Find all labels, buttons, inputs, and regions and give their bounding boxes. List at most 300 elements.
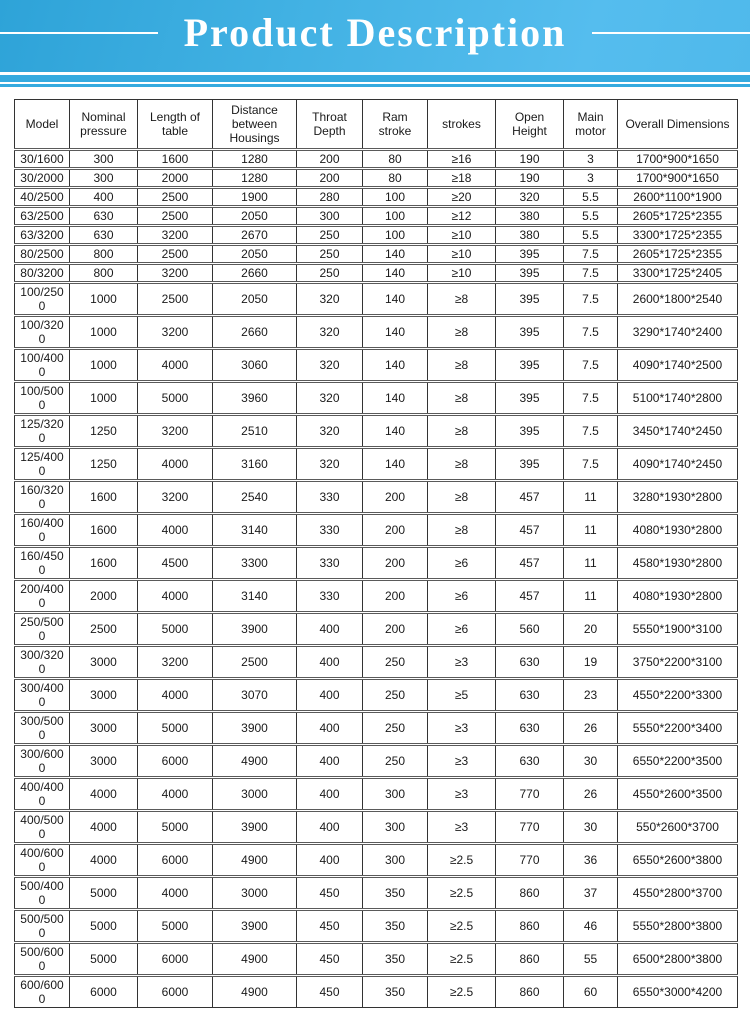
spec-cell: 140 — [363, 382, 428, 415]
column-header: Model — [15, 100, 70, 150]
spec-cell: 3280*1930*2800 — [618, 481, 738, 514]
model-cell: 500/5000 — [15, 910, 70, 943]
spec-cell: ≥8 — [428, 415, 496, 448]
spec-cell: 630 — [496, 712, 564, 745]
spec-cell: ≥2.5 — [428, 943, 496, 976]
model-cell: 125/4000 — [15, 448, 70, 481]
spec-cell: 860 — [496, 976, 564, 1008]
spec-cell: 11 — [564, 580, 618, 613]
spec-cell: ≥2.5 — [428, 976, 496, 1008]
spec-cell: 457 — [496, 547, 564, 580]
spec-cell: ≥8 — [428, 283, 496, 316]
spec-cell: 1600 — [70, 547, 138, 580]
divider-stripe-thick — [0, 75, 750, 82]
model-cell: 80/3200 — [15, 264, 70, 283]
table-row — [15, 283, 738, 316]
spec-cell: 320 — [297, 283, 363, 316]
spec-cell: 2540 — [213, 481, 297, 514]
spec-cell: 280 — [297, 188, 363, 207]
spec-cell: 55 — [564, 943, 618, 976]
column-header: Length of table — [138, 100, 213, 150]
spec-cell: 26 — [564, 712, 618, 745]
spec-cell: ≥6 — [428, 547, 496, 580]
product-spec-table — [14, 99, 738, 1008]
spec-cell: 350 — [363, 910, 428, 943]
spec-cell: 200 — [363, 481, 428, 514]
table-row — [15, 207, 738, 226]
table-row — [15, 910, 738, 943]
column-header: Nominal pressure — [70, 100, 138, 150]
spec-cell: 400 — [70, 188, 138, 207]
spec-cell: 3900 — [213, 613, 297, 646]
table-row — [15, 349, 738, 382]
spec-cell: 3200 — [138, 415, 213, 448]
spec-cell: 250 — [297, 264, 363, 283]
spec-cell: 4900 — [213, 943, 297, 976]
model-cell: 125/3200 — [15, 415, 70, 448]
spec-cell: 200 — [297, 150, 363, 169]
table-row — [15, 245, 738, 264]
spec-cell: ≥5 — [428, 679, 496, 712]
spec-cell: ≥2.5 — [428, 910, 496, 943]
table-row — [15, 679, 738, 712]
spec-cell: 860 — [496, 910, 564, 943]
model-cell: 63/2500 — [15, 207, 70, 226]
spec-cell: 3200 — [138, 264, 213, 283]
spec-cell: 4000 — [70, 811, 138, 844]
spec-cell: 1280 — [213, 150, 297, 169]
spec-cell: 2500 — [213, 646, 297, 679]
model-cell: 200/4000 — [15, 580, 70, 613]
spec-cell: 320 — [297, 382, 363, 415]
spec-cell: 4550*2800*3700 — [618, 877, 738, 910]
spec-cell: 350 — [363, 877, 428, 910]
spec-cell: 1900 — [213, 188, 297, 207]
spec-cell: 3000 — [70, 646, 138, 679]
table-header-row — [15, 100, 738, 150]
spec-cell: 250 — [363, 679, 428, 712]
table-row — [15, 646, 738, 679]
spec-cell: 3300 — [213, 547, 297, 580]
spec-cell: 3070 — [213, 679, 297, 712]
spec-cell: 2000 — [70, 580, 138, 613]
spec-cell: 3200 — [138, 316, 213, 349]
spec-cell: 80 — [363, 169, 428, 188]
model-cell: 160/4000 — [15, 514, 70, 547]
spec-cell: 3000 — [213, 778, 297, 811]
spec-cell: 7.5 — [564, 245, 618, 264]
spec-cell: 140 — [363, 448, 428, 481]
model-cell: 500/4000 — [15, 877, 70, 910]
spec-cell: 1000 — [70, 382, 138, 415]
spec-cell: 140 — [363, 316, 428, 349]
table-row — [15, 745, 738, 778]
spec-cell: 190 — [496, 169, 564, 188]
spec-cell: 1250 — [70, 448, 138, 481]
spec-cell: 5.5 — [564, 226, 618, 245]
table-row — [15, 778, 738, 811]
spec-cell: 4000 — [70, 844, 138, 877]
column-header: Overall Dimensions — [618, 100, 738, 150]
spec-cell: 457 — [496, 580, 564, 613]
spec-cell: 5550*2200*3400 — [618, 712, 738, 745]
spec-cell: 100 — [363, 188, 428, 207]
spec-cell: 6000 — [138, 844, 213, 877]
spec-cell: 350 — [363, 976, 428, 1008]
spec-cell: 1700*900*1650 — [618, 150, 738, 169]
spec-cell: 3200 — [138, 226, 213, 245]
spec-cell: 330 — [297, 580, 363, 613]
spec-cell: 2600*1800*2540 — [618, 283, 738, 316]
banner-left-rule — [0, 32, 158, 34]
spec-cell: 300 — [363, 844, 428, 877]
spec-cell: 395 — [496, 283, 564, 316]
spec-cell: 4000 — [138, 877, 213, 910]
spec-cell: 30 — [564, 811, 618, 844]
spec-cell: 6000 — [138, 745, 213, 778]
spec-cell: 330 — [297, 547, 363, 580]
spec-cell: 11 — [564, 481, 618, 514]
spec-cell: 3000 — [70, 745, 138, 778]
spec-cell: 395 — [496, 382, 564, 415]
spec-cell: 100 — [363, 226, 428, 245]
spec-cell: 450 — [297, 943, 363, 976]
spec-cell: 330 — [297, 514, 363, 547]
spec-cell: 3160 — [213, 448, 297, 481]
spec-cell: 23 — [564, 679, 618, 712]
spec-cell: 4000 — [138, 580, 213, 613]
spec-cell: 3140 — [213, 514, 297, 547]
spec-cell: 300 — [297, 207, 363, 226]
spec-cell: 19 — [564, 646, 618, 679]
spec-cell: 320 — [297, 316, 363, 349]
spec-cell: 3750*2200*3100 — [618, 646, 738, 679]
spec-cell: ≥8 — [428, 382, 496, 415]
table-row — [15, 415, 738, 448]
spec-cell: 3300*1725*2355 — [618, 226, 738, 245]
spec-cell: 860 — [496, 943, 564, 976]
spec-cell: 3140 — [213, 580, 297, 613]
spec-cell: 5000 — [138, 382, 213, 415]
spec-cell: 4000 — [138, 679, 213, 712]
spec-cell: 2500 — [70, 613, 138, 646]
spec-cell: 320 — [297, 448, 363, 481]
spec-cell: 4550*2200*3300 — [618, 679, 738, 712]
spec-cell: ≥16 — [428, 150, 496, 169]
model-cell: 100/4000 — [15, 349, 70, 382]
spec-cell: ≥8 — [428, 514, 496, 547]
spec-cell: 630 — [70, 226, 138, 245]
model-cell: 400/4000 — [15, 778, 70, 811]
model-cell: 400/6000 — [15, 844, 70, 877]
spec-cell: 4000 — [138, 514, 213, 547]
model-cell: 250/5000 — [15, 613, 70, 646]
table-row — [15, 877, 738, 910]
spec-cell: 4500 — [138, 547, 213, 580]
spec-cell: ≥8 — [428, 481, 496, 514]
model-cell: 160/4500 — [15, 547, 70, 580]
spec-cell: ≥3 — [428, 712, 496, 745]
table-row — [15, 150, 738, 169]
spec-cell: 6000 — [138, 976, 213, 1008]
spec-cell: 395 — [496, 448, 564, 481]
spec-cell: 4080*1930*2800 — [618, 514, 738, 547]
column-header: Main motor — [564, 100, 618, 150]
table-row — [15, 188, 738, 207]
spec-cell: 350 — [363, 943, 428, 976]
spec-cell: 630 — [70, 207, 138, 226]
model-cell: 300/6000 — [15, 745, 70, 778]
table-row — [15, 226, 738, 245]
model-cell: 30/1600 — [15, 150, 70, 169]
spec-cell: 3000 — [70, 712, 138, 745]
spec-cell: 400 — [297, 613, 363, 646]
spec-cell: 36 — [564, 844, 618, 877]
spec-cell: 20 — [564, 613, 618, 646]
column-header: Open Height — [496, 100, 564, 150]
spec-cell: ≥20 — [428, 188, 496, 207]
model-cell: 100/2500 — [15, 283, 70, 316]
spec-cell: ≥10 — [428, 264, 496, 283]
spec-cell: 450 — [297, 976, 363, 1008]
spec-cell: 4580*1930*2800 — [618, 547, 738, 580]
spec-cell: 400 — [297, 646, 363, 679]
spec-cell: 4900 — [213, 844, 297, 877]
spec-cell: 6000 — [138, 943, 213, 976]
spec-cell: 7.5 — [564, 316, 618, 349]
spec-cell: 5.5 — [564, 207, 618, 226]
spec-cell: 3290*1740*2400 — [618, 316, 738, 349]
spec-cell: 300 — [70, 150, 138, 169]
spec-cell: 2660 — [213, 316, 297, 349]
banner-right-rule — [592, 32, 750, 34]
spec-cell: ≥12 — [428, 207, 496, 226]
page-title: Product Description — [183, 10, 567, 55]
spec-cell: 3300*1725*2405 — [618, 264, 738, 283]
spec-cell: 250 — [363, 646, 428, 679]
spec-cell: 250 — [297, 226, 363, 245]
spec-cell: 560 — [496, 613, 564, 646]
spec-cell: 7.5 — [564, 415, 618, 448]
spec-cell: ≥3 — [428, 646, 496, 679]
model-cell: 600/6000 — [15, 976, 70, 1008]
table-row — [15, 316, 738, 349]
spec-cell: 100 — [363, 207, 428, 226]
spec-cell: 3900 — [213, 811, 297, 844]
spec-cell: 2500 — [138, 207, 213, 226]
spec-cell: 3200 — [138, 646, 213, 679]
spec-cell: 3900 — [213, 910, 297, 943]
spec-cell: 3960 — [213, 382, 297, 415]
spec-cell: 860 — [496, 877, 564, 910]
spec-cell: ≥10 — [428, 226, 496, 245]
spec-cell: 250 — [297, 245, 363, 264]
spec-cell: 7.5 — [564, 283, 618, 316]
spec-cell: 46 — [564, 910, 618, 943]
spec-cell: 250 — [363, 745, 428, 778]
spec-cell: 550*2600*3700 — [618, 811, 738, 844]
spec-cell: 450 — [297, 877, 363, 910]
banner — [0, 0, 750, 72]
spec-cell: 630 — [496, 646, 564, 679]
model-cell: 160/3200 — [15, 481, 70, 514]
spec-cell: 380 — [496, 226, 564, 245]
spec-cell: 630 — [496, 745, 564, 778]
spec-cell: 2500 — [138, 245, 213, 264]
spec-cell: 3 — [564, 169, 618, 188]
spec-cell: ≥6 — [428, 613, 496, 646]
spec-cell: 30 — [564, 745, 618, 778]
spec-cell: ≥3 — [428, 811, 496, 844]
spec-cell: 11 — [564, 514, 618, 547]
spec-cell: 5550*1900*3100 — [618, 613, 738, 646]
spec-cell: 5000 — [138, 613, 213, 646]
spec-cell: 4000 — [138, 349, 213, 382]
spec-cell: 457 — [496, 514, 564, 547]
spec-cell: 200 — [363, 613, 428, 646]
spec-cell: 4000 — [70, 778, 138, 811]
model-cell: 63/3200 — [15, 226, 70, 245]
spec-cell: 3200 — [138, 481, 213, 514]
spec-cell: 1600 — [138, 150, 213, 169]
spec-cell: 2605*1725*2355 — [618, 207, 738, 226]
spec-cell: 5.5 — [564, 188, 618, 207]
spec-cell: 400 — [297, 712, 363, 745]
spec-cell: 395 — [496, 245, 564, 264]
table-row — [15, 264, 738, 283]
spec-cell: 5000 — [70, 877, 138, 910]
table-row — [15, 448, 738, 481]
spec-cell: 200 — [297, 169, 363, 188]
spec-cell: ≥3 — [428, 745, 496, 778]
spec-cell: 1250 — [70, 415, 138, 448]
table-row — [15, 811, 738, 844]
spec-cell: ≥8 — [428, 316, 496, 349]
spec-cell: 770 — [496, 844, 564, 877]
spec-cell: 80 — [363, 150, 428, 169]
spec-cell: ≥2.5 — [428, 877, 496, 910]
spec-cell: 395 — [496, 349, 564, 382]
table-row — [15, 580, 738, 613]
spec-cell: 4080*1930*2800 — [618, 580, 738, 613]
spec-cell: 400 — [297, 778, 363, 811]
spec-cell: 6000 — [70, 976, 138, 1008]
model-cell: 100/5000 — [15, 382, 70, 415]
model-cell: 80/2500 — [15, 245, 70, 264]
spec-cell: 2605*1725*2355 — [618, 245, 738, 264]
spec-cell: 2050 — [213, 245, 297, 264]
spec-cell: 1700*900*1650 — [618, 169, 738, 188]
column-header: Ram stroke — [363, 100, 428, 150]
spec-cell: 4090*1740*2450 — [618, 448, 738, 481]
spec-cell: 320 — [496, 188, 564, 207]
table-row — [15, 169, 738, 188]
spec-cell: 380 — [496, 207, 564, 226]
spec-cell: 3 — [564, 150, 618, 169]
model-cell: 100/3200 — [15, 316, 70, 349]
table-row — [15, 712, 738, 745]
spec-cell: 6550*2200*3500 — [618, 745, 738, 778]
spec-cell: 200 — [363, 514, 428, 547]
spec-cell: ≥10 — [428, 245, 496, 264]
spec-cell: 26 — [564, 778, 618, 811]
spec-cell: 1000 — [70, 349, 138, 382]
spec-cell: ≥8 — [428, 349, 496, 382]
spec-cell: 140 — [363, 415, 428, 448]
spec-cell: 6500*2800*3800 — [618, 943, 738, 976]
spec-cell: 395 — [496, 415, 564, 448]
spec-cell: 395 — [496, 316, 564, 349]
spec-cell: ≥8 — [428, 448, 496, 481]
spec-cell: 3000 — [70, 679, 138, 712]
spec-cell: 5000 — [138, 910, 213, 943]
spec-cell: 300 — [363, 778, 428, 811]
spec-cell: 800 — [70, 264, 138, 283]
spec-cell: 11 — [564, 547, 618, 580]
spec-cell: 450 — [297, 910, 363, 943]
spec-cell: 457 — [496, 481, 564, 514]
spec-cell: 770 — [496, 778, 564, 811]
spec-cell: 2050 — [213, 207, 297, 226]
spec-cell: 5000 — [70, 943, 138, 976]
spec-cell: 140 — [363, 264, 428, 283]
spec-cell: 320 — [297, 415, 363, 448]
spec-cell: ≥3 — [428, 778, 496, 811]
spec-cell: 320 — [297, 349, 363, 382]
table-row — [15, 382, 738, 415]
table-row — [15, 514, 738, 547]
model-cell: 30/2000 — [15, 169, 70, 188]
spec-cell: 6550*2600*3800 — [618, 844, 738, 877]
spec-cell: 5000 — [70, 910, 138, 943]
spec-cell: 2000 — [138, 169, 213, 188]
spec-cell: 2660 — [213, 264, 297, 283]
spec-cell: 5550*2800*3800 — [618, 910, 738, 943]
spec-cell: 7.5 — [564, 448, 618, 481]
spec-cell: 7.5 — [564, 349, 618, 382]
spec-cell: 1600 — [70, 514, 138, 547]
spec-cell: 60 — [564, 976, 618, 1008]
spec-cell: 4000 — [138, 448, 213, 481]
table-row — [15, 943, 738, 976]
spec-cell: 300 — [70, 169, 138, 188]
spec-cell: 2670 — [213, 226, 297, 245]
spec-cell: 800 — [70, 245, 138, 264]
column-header: strokes — [428, 100, 496, 150]
spec-cell: 400 — [297, 844, 363, 877]
spec-cell: ≥2.5 — [428, 844, 496, 877]
spec-cell: 770 — [496, 811, 564, 844]
spec-cell: 4000 — [138, 778, 213, 811]
spec-cell: 3900 — [213, 712, 297, 745]
spec-cell: 4900 — [213, 745, 297, 778]
spec-cell: ≥6 — [428, 580, 496, 613]
spec-cell: 300 — [363, 811, 428, 844]
spec-cell: 6550*3000*4200 — [618, 976, 738, 1008]
spec-cell: 200 — [363, 580, 428, 613]
spec-cell: 630 — [496, 679, 564, 712]
spec-cell: 2050 — [213, 283, 297, 316]
spec-cell: 3450*1740*2450 — [618, 415, 738, 448]
spec-cell: 1600 — [70, 481, 138, 514]
spec-cell: 7.5 — [564, 264, 618, 283]
spec-cell: 400 — [297, 679, 363, 712]
table-row — [15, 547, 738, 580]
table-row — [15, 844, 738, 877]
model-cell: 300/4000 — [15, 679, 70, 712]
spec-cell: 140 — [363, 283, 428, 316]
spec-cell: 7.5 — [564, 382, 618, 415]
